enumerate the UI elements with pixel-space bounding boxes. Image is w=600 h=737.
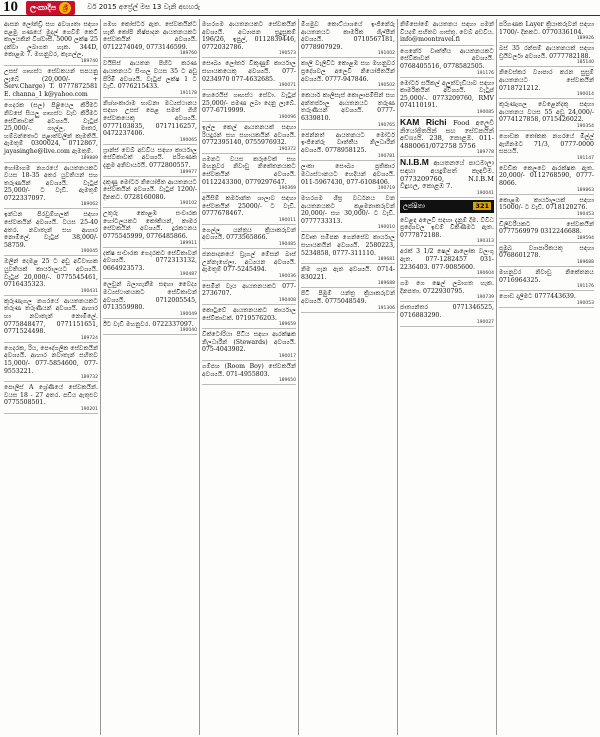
ad-text: නිශ්ශංකාරාම භාවනා මධ්‍යස්ථානය සඳහා උසස් පෙළ සමත් ගිහි සේවකයෙකු අවශ්‍යයි. 0777103835, 0717116257, 0472237406. [103, 99, 197, 138]
ad-code: 189688 [377, 281, 395, 287]
ad-code: 190765 [377, 122, 395, 128]
classified-ad [301, 264, 395, 288]
ad-column [497, 19, 596, 735]
ad-code: 189778 [476, 150, 494, 156]
ad-text: ඩිලිවරීයකට සේවකයින් 0777569979 0312246688. [499, 220, 594, 236]
classified-ad [202, 329, 296, 361]
classified-ad [400, 278, 494, 302]
classified-ad [4, 209, 98, 256]
ad-text: කාලි වැලිවිට කොළඹ සහ මහනුවර ප්‍රදේශවල අලෙවි නියෝජිතයින් අවශ්‍යයි. 0777-947846. [301, 60, 395, 83]
classified-ad [499, 195, 594, 219]
ad-column [101, 19, 200, 735]
classified-ad [202, 19, 296, 58]
classified-ad [499, 163, 594, 195]
ad-code: 190049 [179, 311, 197, 317]
ad-code: 191178 [179, 90, 197, 96]
ad-text: කොළඹ කාර්යාලයක් සඳහා 15000/- ට වැඩි. 0718120276. [499, 196, 594, 212]
ad-text: ඔලින් දෙමළ 25 ට අඩු අවිවාහක යුවතියක් කාර්යාලයට අවශ්‍යයි. වැටුප් 20,000/-. 0775545461, 0716435323. [4, 258, 98, 289]
classified-ad [499, 291, 594, 308]
classified-ad [301, 193, 395, 232]
ad-code: 190065 [179, 137, 197, 143]
ad-code: 190485 [278, 242, 296, 248]
classified-ad [499, 267, 594, 291]
ad-code: 190071 [278, 83, 296, 89]
ad-column [2, 19, 101, 735]
classified-ad [4, 296, 98, 343]
ad-code: 189740 [80, 58, 98, 64]
classified-ad [499, 243, 594, 267]
ad-code: 190096 [278, 114, 296, 120]
ad-text: ලංකා සෞඛ්‍ය ප්‍රතිකාර මධ්‍යස්ථානයට හෙදියන් අවශ්‍යයි. 011-5967430, 077-6108406. [301, 163, 395, 186]
classified-ad [4, 19, 98, 66]
ad-text: Food අලෙවි නියෝජිතයින් සහ සේවකයින් අවශ්‍යයි. 238, කොළඹ. 011-4880061/072758 5756 [400, 118, 494, 150]
ad-code: 191147 [576, 155, 594, 161]
ad-code: 191176 [476, 70, 494, 76]
ad-code: 189659 [278, 322, 296, 328]
ad-text: උසස් ගෘහස්ථ සේවකයන් සපයනු ලැබේ (20,000/- + Serv.Charge) T. 0777872581 E. channa_1 k@yahoo.com [4, 67, 98, 98]
masthead-logo [26, 1, 75, 15]
ad-text: අයිසිම් කර්මාන්ත ශාලාව සඳහා සේවකයින් 25000/- ට වැඩි. 0777678467. [202, 195, 296, 218]
ad-code: 189732 [80, 375, 98, 381]
ad-text: සෙමින් වෑය ආයතනයකට 077-2736707. [202, 282, 296, 298]
ad-code: 190781 [377, 154, 395, 160]
classified-ad [4, 343, 98, 382]
ad-text: මහරගම ආයතනයකට සේවකයින් අවශ්‍යයි. අධ්‍යාපන සුදුසුකම් 196/26, ඉපුල්, 0112839446, 0772032786. [202, 21, 296, 51]
classified-ad [202, 154, 296, 193]
ad-code: 190354 [576, 123, 594, 129]
classified-ad [103, 58, 197, 97]
section-banner [400, 200, 494, 213]
ad-text: කොටුවේ ආයතනයකට කාර්යාල සේවිකාවක්. 0719576203. [202, 307, 296, 322]
ad-code: 189681 [377, 257, 395, 263]
classified-ad [301, 288, 395, 312]
ad-code: 190431 [80, 288, 98, 294]
classified-ad [103, 248, 197, 280]
ad-code: 190027 [476, 319, 494, 325]
ad-text: නිම ගැන ඇත අවශ්‍යයි. 0714-830221. [301, 266, 395, 281]
ad-text: ජාත්‍යන්තර 0771346525, 0716883290. [400, 304, 494, 320]
classified-ad [202, 193, 296, 225]
ad-code: 190085 [476, 109, 494, 115]
ad-text: දකුණු මෝටර් නියෝජිත ආයතනයට සේවකයින් අවශ්‍යයි. වැටුප් 1200/- දිනකට. 0728160080. [103, 178, 197, 201]
ad-code: 190011 [278, 217, 296, 223]
classified-ad [103, 19, 197, 58]
classified-ad [202, 90, 296, 122]
ad-text: ගෙදරක (සල) පිළියෙල කිරීමට නිවසේ සියලු ගෘහස්ථ වැඩ කිරීමට සේවිකාවක් අවශ්‍යයි. වැටුප් 25,000/-. ගාල්ල, මාතර, හම්බන්තොට පළාත්වලින් කැමතියි. ඇමතුම් 0300024, 0712867, jayasinghe@live.com ඇමතුම්. [4, 102, 98, 155]
ad-code: 190604 [476, 271, 494, 277]
ad-text: ගෙදරක, රිය, පෞද්ගලික සේවකයින් අවශ්‍යයි. ආහාර නවාතැන් සහිතව 15,000/- 077-5854600, 077-9553221. [4, 344, 98, 375]
ad-code: 190017 [278, 354, 296, 359]
ad-code: 190014 [576, 92, 594, 98]
ad-column [299, 19, 398, 735]
classified-ad [301, 232, 395, 264]
classified-ad [499, 19, 594, 43]
classified-ad [4, 163, 98, 210]
ad-column [200, 19, 299, 735]
ad-text: ගමහ කෝස්ටර් ඇත. සේවකයින්ට හැකි කෝපි නිෂ්පාදන ආයතනයකට සේවකයින් අවශ්‍යයි. 0712274049, 0773146599. [103, 21, 197, 51]
ad-code: 189863 [576, 187, 594, 193]
classified-ad [400, 78, 494, 117]
ad-code: 190573 [278, 51, 296, 57]
classified-ad [103, 319, 197, 336]
ad-code: 190739 [476, 295, 494, 301]
ad-code: 190010 [377, 225, 395, 231]
ad-text: සෞඛ්‍ය ලෝතර් විකුණුම් කාර්යාල සහායකයෙකු අවශ්‍යයි. 077-0234970 077-4632685. [202, 60, 296, 83]
ad-text: මීගමුව කොට්ඨාශයේ ඉංජිනේරු ආයතනයට කාර්මික ශිල්පීන් අවශ්‍යයි. 0710567181, 0778907929. [301, 21, 395, 51]
ad-text: ගොඩ දාලීමට 0777443639. [499, 293, 576, 301]
ad-text: ෆ්‍රාන්ස් වෙබ් අඩවිය සඳහා කාර්යාල සේවිකාවක් අවශ්‍යයි. පරිගණක දැනුම අනිවාර්යයි. 0772800557. [103, 146, 197, 169]
ad-text: ජෙන්නත් ආයතනයට මෝටර් ඉංජිනේරු වෘත්තීය නිලධාරීන් අවශ්‍යයි. 0778958125. [301, 131, 395, 154]
ad-code: 189724 [80, 335, 98, 341]
ad-text: වෙළඳ අලෙවි සඳහා දැනුම් දීම. විවිධ ප්‍රදේශවල ඉඩම් විකිණීමට ඇත. 0777872188. [400, 216, 494, 239]
ad-code: 189594 [576, 235, 594, 241]
ad-text: කුරුණෑගල වෙළෙන්දකු සඳහා ආයතනය වයස 55 අඩු 24,000/- 0774127858, 0715426022. [499, 101, 594, 124]
ad-code: 190453 [576, 211, 594, 217]
ad-code: 190040 [179, 328, 197, 334]
ad-code: 190369 [278, 186, 296, 192]
ad-text: ඉල්ල කෙල් ආයතනයක් සඳහා රියදුරන් සහ සහායකයින් අවශ්‍යයි. 0772395140, 0755976932. [202, 123, 296, 147]
classified-ad [400, 302, 494, 326]
classified-ad [202, 225, 296, 249]
ad-code: 189977 [179, 169, 197, 175]
ad-text: මහරගම ශීඝ්‍ර වර්ධනය වන ආයතනයකට කළමනාකරුවන් 20,000/- සහ 30,000/- ට වැඩි. 0777733313. [301, 195, 395, 225]
ad-text: ගම්පහ (Room Boy) සේවකයින් අවශ්‍යයි. 071-4955803. [202, 363, 296, 378]
ad-text: නිවෙස්කර ව්‍යාපාර කරන සුසුම් ආයතනයට සේවකයින් 0718721212. [499, 69, 594, 92]
classified-ad [103, 279, 197, 318]
classified-ad [301, 19, 395, 58]
ad-code: 190201 [80, 406, 98, 412]
ad-text: පිටි පිඹුම් යන්ත්‍ර ක්‍රියාකරුවන් අවශ්‍යයි. 0775048549. [301, 290, 395, 306]
classified-ad [400, 46, 494, 78]
classified-ad [4, 382, 98, 414]
ad-code: 189062 [80, 202, 98, 208]
ad-text: ගමනට වයස කරුවෙක් සහ මහනුවර නිවාඩු නිකේතනයකට සේවකයින් අවශ්‍යයි. 0112243300, 0779297647. [202, 155, 296, 186]
classified-ad [301, 90, 395, 129]
ad-code: 189760 [179, 51, 197, 57]
ad-code: 191002 [377, 51, 395, 57]
section-number: 321 [475, 202, 489, 211]
page-number: 10 [3, 0, 18, 15]
ad-text: වයිසිස් ආයතන පිහිට කරණ ආයතනයට සිංහල වයස 35 ට අඩු පිරිමි අවශ්‍යයි. වැටුප් ලක්ෂ 1 ට වැඩි. 0776215433. [103, 60, 197, 91]
ad-code: 190041 [476, 190, 494, 196]
ad-text: උතුරු කොළඹ සංචාරක හෝටලයකට කෝකියන්, කාමර සේවකයින් අවශ්‍යයි. දුරකථනය 0775545999, 0776485866. [103, 210, 197, 241]
ad-code: 189889 [80, 155, 98, 161]
classified-columns [2, 19, 598, 735]
classified-ad [499, 67, 594, 99]
logo-badge: ශ්‍රී [59, 2, 71, 14]
classified-ad [202, 305, 296, 329]
ad-text: ගොඩක තෝකක නගරයේ මිල්ල් ඇහිනමට 71/3, 0777-0000 සපයයි. [499, 132, 594, 156]
ad-text: වික්ටෝරියා පිටිය සඳහා ආරක්ෂක නිලධාරීන් (Stewards) අවශ්‍යයි. 075-4043902. [202, 331, 296, 354]
ad-code: 190719 [377, 186, 395, 192]
ad-code: 190102 [179, 201, 197, 207]
ad-code: 191176 [576, 284, 594, 290]
ad-code: 190487 [179, 272, 197, 278]
ad-text: කෙයාර් කාලිසැස් කොලාපමිසින් සහ අන්තර්ජාල ආයතනයට තරුණ තරුණියන් අවශ්‍යයි. 0777-6339810. [301, 92, 395, 122]
classified-ad [4, 256, 98, 295]
section-label: ලක්ෂිතා [403, 201, 426, 210]
ad-text: හෙරෙයිස් ගෘහස්ථ සේවා. වැටුප් 25,000/- පමණ ලබා දෙනු ලැබේ. 077-6719999. [202, 92, 296, 115]
ad-text: වෙඩික කෙලවෙ ආරක්ෂක ඇත. 20,000/- 0112768590, 0777-8066. [499, 164, 594, 187]
ad-text: ආයතනයේ පාඨමාලා සඳහා අයදුම්පත් කැඳවීම. 0773209760, N.I.B.M විදුහල, කොළඹ 7. [400, 159, 494, 191]
classified-ad [103, 98, 197, 145]
ad-text: විවෘත සමීපක ගෙන්සේව කාර්යාල සහායකයින් අවශ්‍යයි. 2580223, 5234858, 0777-311110. [301, 234, 395, 257]
classified-ad [202, 361, 296, 385]
ad-column [398, 19, 497, 735]
dateline: වර් 2015 අප්‍රේල් මස 13 වැනි අඟහරු [87, 3, 201, 11]
ad-text: ආසන ලෝන්ඩ්‍රි සහ අවශ්‍යතා සඳහා පළමු ගණයේ මුදල් ගෙවීම් කෙටි කාලයකින් විශ්වාසී. 5000 ලක්ෂ 25 දක්වා ලබාගත හැක. 344D, කොළඹ 7. මහනුවර, කෑගල්ල. [4, 21, 98, 59]
ad-text: ගම ගෙ ෂෙල් ලබාගත හැක. දිනපතා. 0722930795. [400, 280, 494, 295]
classified-ad [103, 177, 197, 209]
ad-headline: N.I.B.M [400, 157, 434, 168]
ad-text: බස් 35 රන්සම් ආයතනයක් සඳහා ඩ්‍රයිවර්ලා අවශ්‍යයි. 0777782188. [499, 45, 594, 60]
ad-text: ඊට වැඩි මහනුවර. 0722337097. [103, 320, 194, 328]
ad-text: මහනුවර නිවාඩු නිකේතනය 0716964325. [499, 269, 594, 284]
ad-headline: KAM Richi [400, 116, 454, 127]
ad-text: කුරුණෑගල නගරයේ ආයතනයකට තරුණ තරුණියන් අවශ්‍යයි. ආහාර හා නවාතැන් නොමිලේ. 0775848477, 0771151651, 0771524498. [4, 297, 98, 336]
ad-text: මෝටර් සයිකල් අලුත්වැඩියාව සඳහා කාර්මිකයින් අවශ්‍යයි. වැටුප් 25,000/-. 0773209760, RMV 074110191. [400, 79, 494, 110]
ad-code: 189911 [179, 240, 197, 246]
classified-ad [103, 208, 197, 247]
classified-ad [4, 100, 98, 162]
classified-ad [301, 161, 395, 193]
classified-ad [202, 122, 296, 154]
classified-ad [202, 58, 296, 90]
classified-ad [499, 43, 594, 67]
ad-text: ලෙඩුන් බලාගැනීම සඳහා වෛද්‍ය මධ්‍යස්ථානයකට සේවිකාවන් අවශ්‍යයි. 0712005545, 0713559980. [103, 281, 197, 312]
classified-ad [400, 117, 494, 157]
ad-text: පරිගණක Layer ක්‍රියාකරුවන් සඳහා 1700/- දිනකට. 0770336104. [499, 21, 594, 36]
ad-code: 190045 [80, 249, 98, 255]
ad-code: 189688 [576, 260, 594, 266]
page-header [0, 0, 600, 16]
logo-text: ලංකාදීප [30, 2, 57, 12]
ad-code: 190036 [278, 273, 296, 279]
ad-text: අරක් 3 1/2 ෂෙල් ආලෝක වලංගු ඇත. 077-1282457 031-2236403. 077-9085600. [400, 248, 494, 271]
ad-text: නිම්සෝමේ ආයතනය සඳහා ගමන් වියදම් සහිතව ගාස්තු. වෙබ් අඩවිය. info@moontravel.fi [400, 21, 494, 44]
classified-ad [400, 215, 494, 247]
classified-ad [499, 219, 594, 243]
ad-code: 190372 [278, 146, 296, 152]
ad-code: 185140 [576, 60, 594, 66]
ad-text: ජනපාදනයේ ඩ්‍රැගල් මේසන් බාස් උන්නැහේලා. අධ්‍යයන අවශ්‍යයි. ඇමතුම් 077-5245494. [202, 251, 296, 274]
classified-ad [400, 157, 494, 197]
ad-text: දක්ෂ සංචාරක ගෙදරකට සේවිකාවන් අවශ්‍යයි. 0772313132, 0664923573. [103, 249, 197, 272]
ad-code: 189650 [278, 378, 296, 384]
ad-code: 191306 [377, 305, 395, 311]
classified-ad [202, 249, 296, 281]
classified-ad [301, 130, 395, 162]
classified-ad [301, 58, 395, 90]
ad-text: ගෙල්ල යන්ත්‍රය ක්‍රියාකරුවන් අවශ්‍යයි. 0773565866. [202, 226, 296, 242]
ad-code: 190408 [278, 298, 296, 304]
classified-ad [202, 281, 296, 305]
classified-ad [499, 131, 594, 163]
classified-ad [400, 19, 494, 46]
classified-ad [499, 99, 594, 131]
ad-code: 190502 [377, 83, 395, 89]
ad-text: ඉන්ධන පිරවුම්හලක් සඳහා සේවකයින් අවශ්‍යයි. වයස 25-40 අතර. නවාතැන් සහ ආහාර නොමිලේ. වැටුප් 38,000/- 58759. [4, 211, 98, 249]
ad-code: 190313 [476, 239, 494, 245]
ad-text: හෝමාගම නගරයේ ආයතනයකට වයස 18-35 අතර යුවතියන් සහ තරුණයින් අවශ්‍යයි. වැටුප් 25,000/- ට වැඩි. ඇමතුම් 0722337097. [4, 164, 98, 202]
ad-text: ගෙනේර් වෘත්තීය ආයතනයකට සේවිකාවන් අවශ්‍යයි. 0768405516, 0778582505. [400, 47, 494, 70]
ad-text: ප්‍රමුඛ ව්‍යාපාරිකයකු සඳහා 0768601278. [499, 244, 594, 260]
ad-code: 189926 [576, 36, 594, 42]
classified-ad [103, 145, 197, 177]
classified-ad [4, 66, 98, 100]
ad-text: පොලිස් A ශ්‍රේණියේ සේවකයින්. වයස 18 - 27 අතර. පඩිය ඇතුළුව 0775508501. [4, 384, 98, 407]
ad-code: 190053 [576, 300, 594, 306]
classified-ad [400, 246, 494, 278]
